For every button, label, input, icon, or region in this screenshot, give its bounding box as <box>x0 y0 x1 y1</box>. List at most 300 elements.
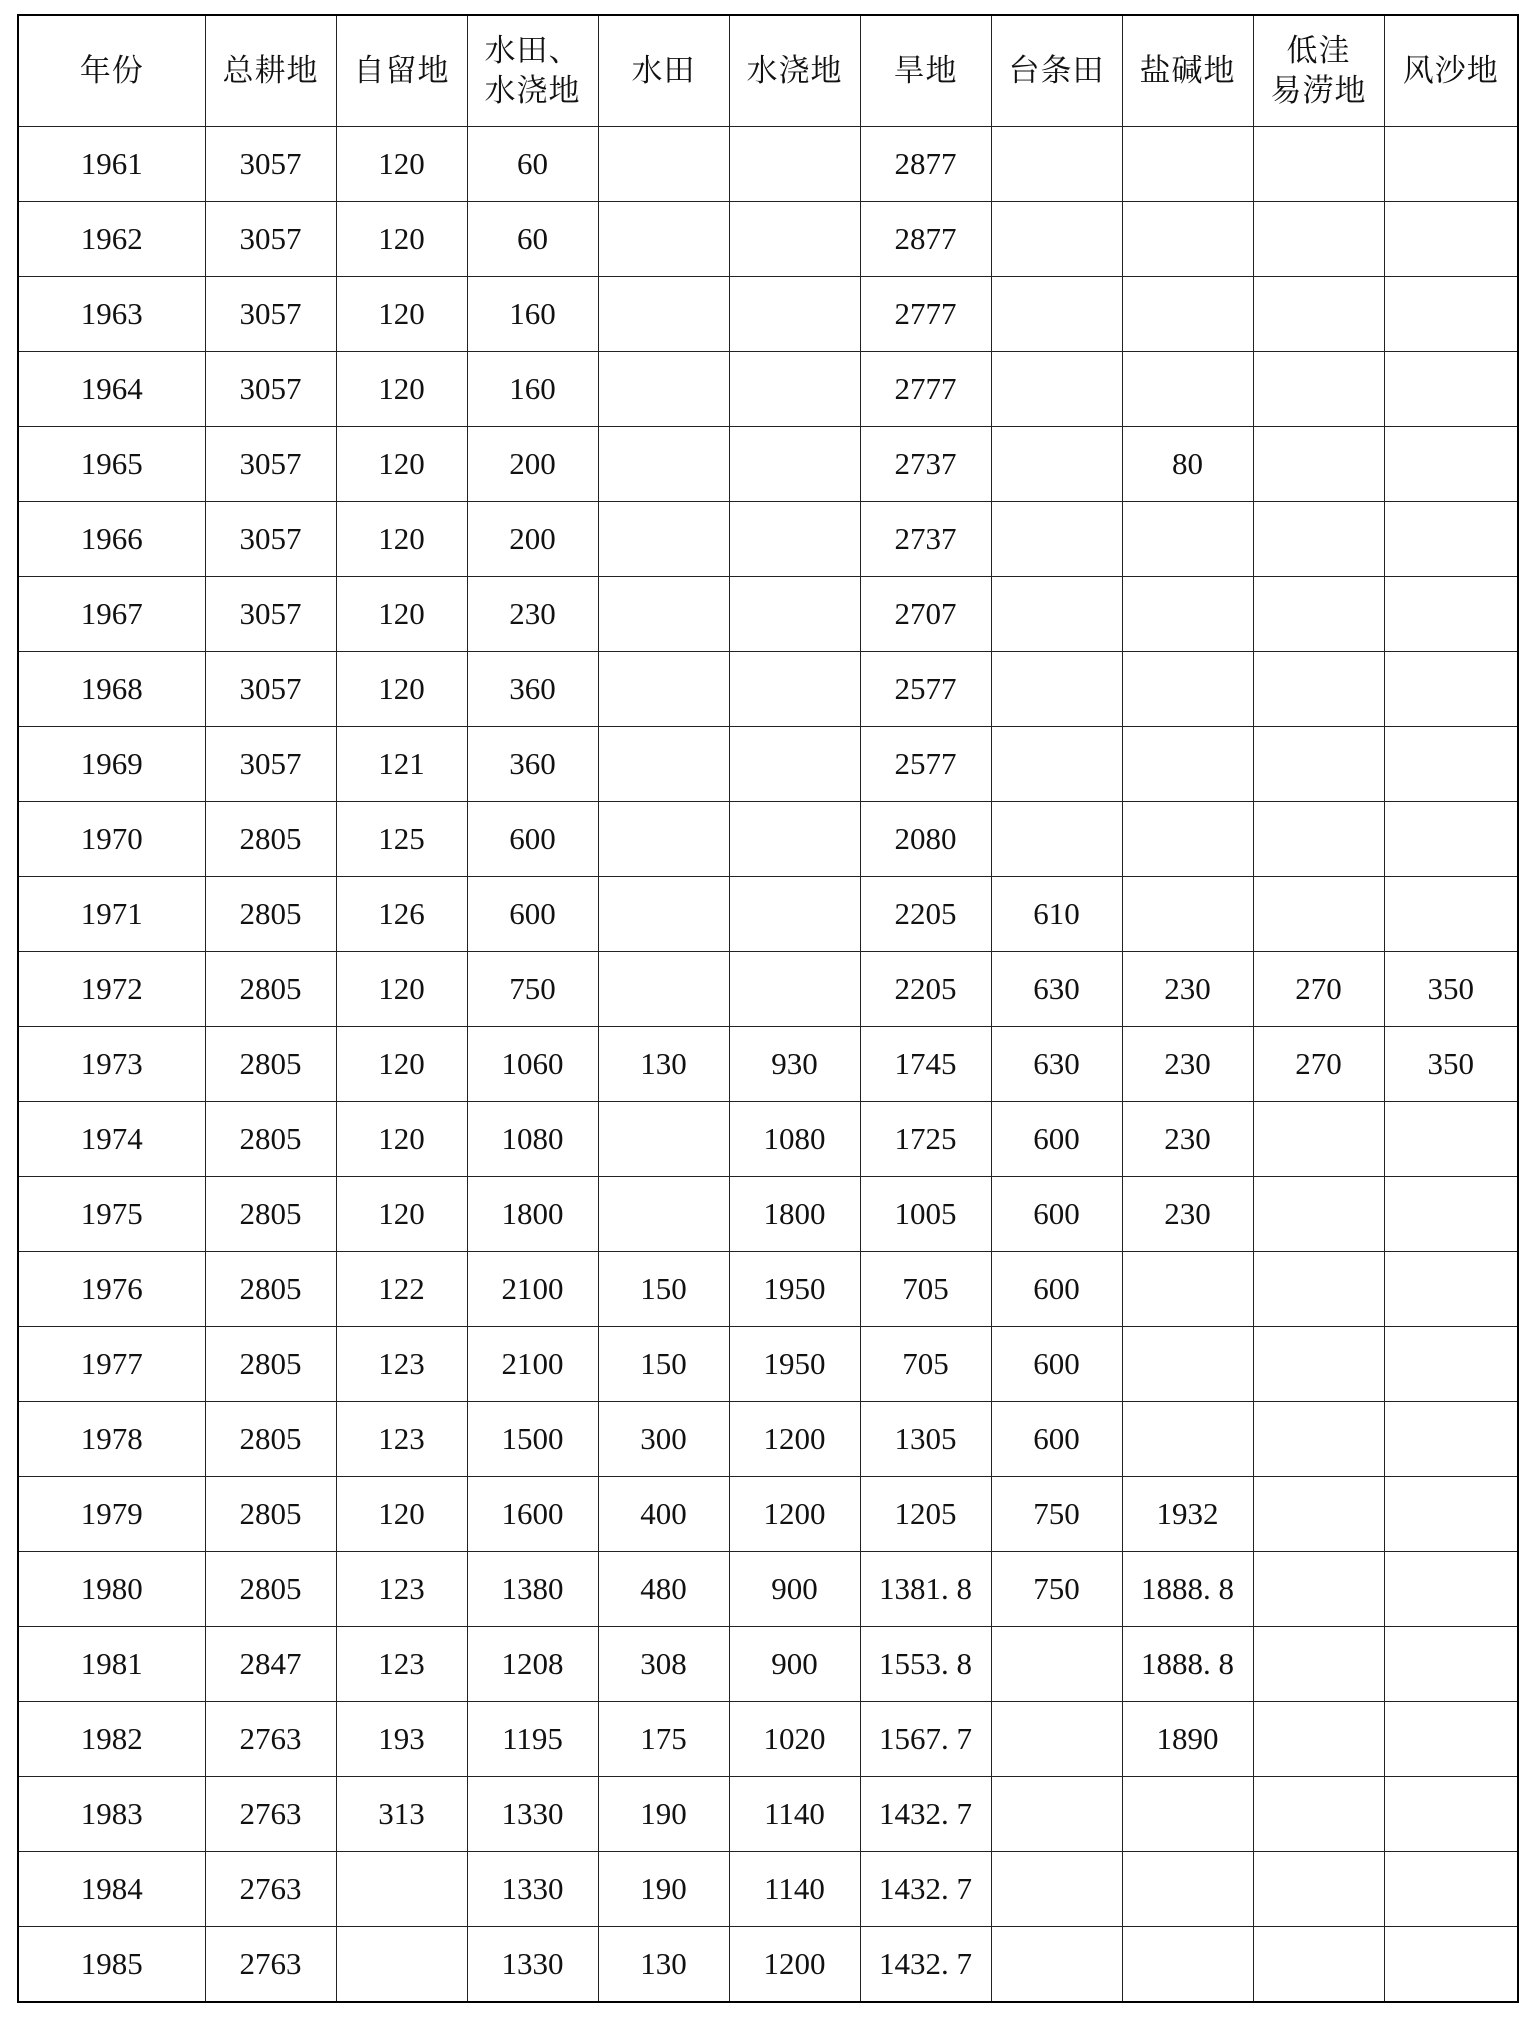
cell-saline-land <box>1122 802 1253 877</box>
cell-paddy <box>598 1177 729 1252</box>
cell-low-lying-land <box>1253 1552 1384 1627</box>
cell-terraced-field: 600 <box>991 1327 1122 1402</box>
cell-paddy: 300 <box>598 1402 729 1477</box>
cell-private-plot: 120 <box>336 1477 467 1552</box>
cell-dry-land: 705 <box>860 1252 991 1327</box>
header-text: 易涝地 <box>1270 73 1367 109</box>
cell-dry-land: 1745 <box>860 1027 991 1102</box>
cell-irrigated <box>729 877 860 952</box>
cell-paddy <box>598 727 729 802</box>
cell-low-lying-land <box>1253 352 1384 427</box>
cell-saline-land: 1932 <box>1122 1477 1253 1552</box>
cell-terraced-field <box>991 352 1122 427</box>
cell-paddy-irrigated: 200 <box>467 502 598 577</box>
cell-private-plot: 123 <box>336 1327 467 1402</box>
cell-irrigated <box>729 652 860 727</box>
table-row <box>18 1777 1518 1852</box>
header-cell-sandy-land <box>1384 15 1518 127</box>
table-body <box>18 127 1518 2003</box>
cell-irrigated: 1200 <box>729 1477 860 1552</box>
cell-total-farmland: 2763 <box>205 1852 336 1927</box>
cell-sandy-land <box>1384 277 1518 352</box>
cell-paddy-irrigated: 1195 <box>467 1702 598 1777</box>
cell-year: 1982 <box>18 1702 205 1777</box>
cell-dry-land: 2205 <box>860 877 991 952</box>
cell-sandy-land: 350 <box>1384 1027 1518 1102</box>
cell-year: 1972 <box>18 952 205 1027</box>
cell-irrigated: 1200 <box>729 1927 860 2003</box>
cell-dry-land: 1381. 8 <box>860 1552 991 1627</box>
cell-sandy-land <box>1384 1702 1518 1777</box>
cell-saline-land <box>1122 202 1253 277</box>
cell-paddy <box>598 952 729 1027</box>
cell-paddy-irrigated: 60 <box>467 202 598 277</box>
header-text: 自留地 <box>353 53 450 89</box>
cell-year: 1973 <box>18 1027 205 1102</box>
header-text: 总耕地 <box>222 53 319 89</box>
cell-sandy-land <box>1384 1402 1518 1477</box>
cell-paddy: 190 <box>598 1777 729 1852</box>
cell-private-plot: 120 <box>336 952 467 1027</box>
cell-irrigated <box>729 277 860 352</box>
cell-paddy-irrigated: 2100 <box>467 1252 598 1327</box>
cell-paddy <box>598 1102 729 1177</box>
cell-year: 1980 <box>18 1552 205 1627</box>
cell-paddy: 150 <box>598 1252 729 1327</box>
cell-year: 1983 <box>18 1777 205 1852</box>
cell-total-farmland: 2805 <box>205 1552 336 1627</box>
cell-irrigated: 1950 <box>729 1252 860 1327</box>
cell-dry-land: 2707 <box>860 577 991 652</box>
cell-paddy-irrigated: 60 <box>467 127 598 202</box>
cell-year: 1981 <box>18 1627 205 1702</box>
cell-low-lying-land <box>1253 652 1384 727</box>
table-row <box>18 202 1518 277</box>
cell-terraced-field <box>991 1627 1122 1702</box>
header-cell-year <box>18 15 205 127</box>
cell-irrigated: 930 <box>729 1027 860 1102</box>
cell-saline-land <box>1122 502 1253 577</box>
cell-irrigated: 900 <box>729 1552 860 1627</box>
cell-year: 1969 <box>18 727 205 802</box>
cell-year: 1961 <box>18 127 205 202</box>
header-text: 水浇地 <box>484 73 581 109</box>
cell-total-farmland: 2805 <box>205 1252 336 1327</box>
cell-total-farmland: 3057 <box>205 577 336 652</box>
cell-paddy-irrigated: 1060 <box>467 1027 598 1102</box>
cell-total-farmland: 2805 <box>205 952 336 1027</box>
cell-paddy-irrigated: 360 <box>467 727 598 802</box>
cell-terraced-field: 600 <box>991 1402 1122 1477</box>
cell-saline-land <box>1122 277 1253 352</box>
cell-low-lying-land <box>1253 1252 1384 1327</box>
cell-year: 1968 <box>18 652 205 727</box>
cell-low-lying-land <box>1253 577 1384 652</box>
cell-total-farmland: 2847 <box>205 1627 336 1702</box>
cell-total-farmland: 3057 <box>205 352 336 427</box>
cell-dry-land: 1432. 7 <box>860 1777 991 1852</box>
cell-low-lying-land <box>1253 502 1384 577</box>
cell-sandy-land <box>1384 877 1518 952</box>
cell-private-plot: 120 <box>336 502 467 577</box>
cell-low-lying-land <box>1253 802 1384 877</box>
cell-low-lying-land <box>1253 1402 1384 1477</box>
table-row <box>18 1252 1518 1327</box>
cell-paddy-irrigated: 160 <box>467 352 598 427</box>
table-row <box>18 352 1518 427</box>
cell-year: 1984 <box>18 1852 205 1927</box>
header-cell-private-plot <box>336 15 467 127</box>
cell-irrigated: 1080 <box>729 1102 860 1177</box>
cell-private-plot <box>336 1852 467 1927</box>
cell-low-lying-land <box>1253 1702 1384 1777</box>
cell-low-lying-land <box>1253 277 1384 352</box>
cell-total-farmland: 3057 <box>205 502 336 577</box>
table-row <box>18 1702 1518 1777</box>
table-row <box>18 1627 1518 1702</box>
cell-irrigated: 1800 <box>729 1177 860 1252</box>
table-row <box>18 502 1518 577</box>
cell-paddy-irrigated: 1800 <box>467 1177 598 1252</box>
cell-paddy-irrigated: 1330 <box>467 1852 598 1927</box>
cell-total-farmland: 2805 <box>205 1177 336 1252</box>
cell-paddy <box>598 427 729 502</box>
cell-terraced-field: 630 <box>991 1027 1122 1102</box>
cell-low-lying-land <box>1253 727 1384 802</box>
cell-year: 1962 <box>18 202 205 277</box>
cell-dry-land: 1567. 7 <box>860 1702 991 1777</box>
cell-terraced-field <box>991 202 1122 277</box>
cell-irrigated <box>729 427 860 502</box>
cell-irrigated: 1140 <box>729 1852 860 1927</box>
cell-low-lying-land: 270 <box>1253 1027 1384 1102</box>
cell-sandy-land <box>1384 1552 1518 1627</box>
cell-saline-land: 230 <box>1122 1177 1253 1252</box>
cell-private-plot: 120 <box>336 127 467 202</box>
cell-dry-land: 2877 <box>860 202 991 277</box>
header-cell-total-farmland <box>205 15 336 127</box>
cell-saline-land <box>1122 727 1253 802</box>
cell-terraced-field <box>991 427 1122 502</box>
table-row <box>18 802 1518 877</box>
table-row <box>18 1477 1518 1552</box>
cell-irrigated: 1200 <box>729 1402 860 1477</box>
cell-terraced-field <box>991 1927 1122 2003</box>
cell-irrigated: 1950 <box>729 1327 860 1402</box>
cell-private-plot: 123 <box>336 1627 467 1702</box>
cell-irrigated <box>729 727 860 802</box>
table-row <box>18 127 1518 202</box>
cell-private-plot: 313 <box>336 1777 467 1852</box>
cell-total-farmland: 2805 <box>205 1327 336 1402</box>
header-cell-terraced-field <box>991 15 1122 127</box>
cell-private-plot: 121 <box>336 727 467 802</box>
cell-terraced-field <box>991 502 1122 577</box>
cell-year: 1963 <box>18 277 205 352</box>
cell-total-farmland: 2805 <box>205 1102 336 1177</box>
header-cell-paddy-irrigated <box>467 15 598 127</box>
cell-paddy: 480 <box>598 1552 729 1627</box>
cell-total-farmland: 3057 <box>205 727 336 802</box>
cell-paddy <box>598 577 729 652</box>
header-text: 风沙地 <box>1402 53 1499 89</box>
cell-low-lying-land <box>1253 1177 1384 1252</box>
cell-total-farmland: 2805 <box>205 1402 336 1477</box>
cell-dry-land: 2080 <box>860 802 991 877</box>
cell-terraced-field: 750 <box>991 1477 1122 1552</box>
cell-saline-land: 1890 <box>1122 1702 1253 1777</box>
cell-dry-land: 1553. 8 <box>860 1627 991 1702</box>
cell-low-lying-land <box>1253 202 1384 277</box>
cell-saline-land <box>1122 877 1253 952</box>
header-text: 水田 <box>631 53 696 89</box>
cell-sandy-land <box>1384 577 1518 652</box>
cell-sandy-land <box>1384 1177 1518 1252</box>
cell-private-plot: 120 <box>336 1027 467 1102</box>
cell-paddy-irrigated: 160 <box>467 277 598 352</box>
cell-terraced-field <box>991 802 1122 877</box>
header-text: 台条田 <box>1008 53 1105 89</box>
cell-private-plot: 125 <box>336 802 467 877</box>
cell-paddy <box>598 802 729 877</box>
cell-paddy: 130 <box>598 1927 729 2003</box>
table-row <box>18 1177 1518 1252</box>
cell-sandy-land <box>1384 802 1518 877</box>
cell-dry-land: 1432. 7 <box>860 1927 991 2003</box>
header-cell-low-lying-land <box>1253 15 1384 127</box>
cell-dry-land: 2777 <box>860 277 991 352</box>
cell-dry-land: 705 <box>860 1327 991 1402</box>
cell-paddy-irrigated: 1330 <box>467 1777 598 1852</box>
cell-saline-land <box>1122 652 1253 727</box>
cell-saline-land <box>1122 352 1253 427</box>
cell-year: 1971 <box>18 877 205 952</box>
cell-paddy <box>598 127 729 202</box>
cell-paddy <box>598 277 729 352</box>
cell-low-lying-land: 270 <box>1253 952 1384 1027</box>
cell-private-plot: 120 <box>336 427 467 502</box>
cell-sandy-land <box>1384 202 1518 277</box>
cell-paddy-irrigated: 360 <box>467 652 598 727</box>
cell-paddy-irrigated: 1080 <box>467 1102 598 1177</box>
cell-private-plot: 120 <box>336 352 467 427</box>
cell-saline-land <box>1122 1327 1253 1402</box>
cell-irrigated <box>729 352 860 427</box>
cell-paddy-irrigated: 1208 <box>467 1627 598 1702</box>
header-cell-irrigated <box>729 15 860 127</box>
table-row <box>18 1552 1518 1627</box>
cell-year: 1970 <box>18 802 205 877</box>
cell-year: 1979 <box>18 1477 205 1552</box>
cell-dry-land: 1205 <box>860 1477 991 1552</box>
cell-low-lying-land <box>1253 877 1384 952</box>
cell-irrigated <box>729 502 860 577</box>
cell-year: 1985 <box>18 1927 205 2003</box>
cell-year: 1977 <box>18 1327 205 1402</box>
cell-irrigated <box>729 577 860 652</box>
cell-low-lying-land <box>1253 1102 1384 1177</box>
cell-sandy-land <box>1384 427 1518 502</box>
cell-paddy <box>598 877 729 952</box>
cell-low-lying-land <box>1253 1927 1384 2003</box>
cell-paddy-irrigated: 1380 <box>467 1552 598 1627</box>
cell-total-farmland: 2805 <box>205 802 336 877</box>
document-page <box>17 14 1517 2003</box>
cell-year: 1978 <box>18 1402 205 1477</box>
cell-private-plot <box>336 1927 467 2003</box>
cell-paddy <box>598 652 729 727</box>
cell-low-lying-land <box>1253 1327 1384 1402</box>
table-row <box>18 1027 1518 1102</box>
cell-private-plot: 120 <box>336 277 467 352</box>
cell-low-lying-land <box>1253 1627 1384 1702</box>
cell-paddy: 400 <box>598 1477 729 1552</box>
table-row <box>18 277 1518 352</box>
cell-sandy-land <box>1384 1927 1518 2003</box>
cell-private-plot: 122 <box>336 1252 467 1327</box>
table-row <box>18 652 1518 727</box>
cell-paddy-irrigated: 1330 <box>467 1927 598 2003</box>
cell-sandy-land <box>1384 1102 1518 1177</box>
cell-paddy-irrigated: 1600 <box>467 1477 598 1552</box>
cell-saline-land <box>1122 127 1253 202</box>
cell-terraced-field: 750 <box>991 1552 1122 1627</box>
cell-year: 1965 <box>18 427 205 502</box>
cell-private-plot: 123 <box>336 1552 467 1627</box>
table-row <box>18 1927 1518 2003</box>
cell-total-farmland: 2763 <box>205 1702 336 1777</box>
cell-paddy-irrigated: 750 <box>467 952 598 1027</box>
cell-terraced-field <box>991 1777 1122 1852</box>
cell-saline-land: 230 <box>1122 1027 1253 1102</box>
cell-irrigated: 1020 <box>729 1702 860 1777</box>
cell-private-plot: 126 <box>336 877 467 952</box>
cell-irrigated: 1140 <box>729 1777 860 1852</box>
cell-saline-land: 230 <box>1122 952 1253 1027</box>
cell-sandy-land <box>1384 127 1518 202</box>
cell-dry-land: 2737 <box>860 427 991 502</box>
cell-saline-land <box>1122 1402 1253 1477</box>
cell-irrigated <box>729 127 860 202</box>
cell-dry-land: 2577 <box>860 652 991 727</box>
cell-total-farmland: 3057 <box>205 202 336 277</box>
cell-total-farmland: 3057 <box>205 277 336 352</box>
cell-year: 1975 <box>18 1177 205 1252</box>
cell-dry-land: 2737 <box>860 502 991 577</box>
cell-year: 1966 <box>18 502 205 577</box>
table-row <box>18 952 1518 1027</box>
header-text: 水田、 <box>484 33 581 69</box>
cell-dry-land: 2777 <box>860 352 991 427</box>
cell-terraced-field <box>991 277 1122 352</box>
header-cell-saline-land <box>1122 15 1253 127</box>
cell-terraced-field <box>991 577 1122 652</box>
cell-saline-land <box>1122 577 1253 652</box>
cell-private-plot: 120 <box>336 652 467 727</box>
table-header <box>18 15 1518 127</box>
cell-dry-land: 1725 <box>860 1102 991 1177</box>
cell-paddy: 190 <box>598 1852 729 1927</box>
cell-low-lying-land <box>1253 1852 1384 1927</box>
cell-paddy: 150 <box>598 1327 729 1402</box>
table-row <box>18 1852 1518 1927</box>
cell-sandy-land <box>1384 1777 1518 1852</box>
cell-paddy <box>598 502 729 577</box>
cell-paddy <box>598 352 729 427</box>
table-row <box>18 427 1518 502</box>
cell-total-farmland: 3057 <box>205 127 336 202</box>
cell-dry-land: 1005 <box>860 1177 991 1252</box>
cell-year: 1976 <box>18 1252 205 1327</box>
cell-terraced-field: 630 <box>991 952 1122 1027</box>
cell-saline-land: 230 <box>1122 1102 1253 1177</box>
cell-total-farmland: 3057 <box>205 652 336 727</box>
header-row <box>18 15 1518 127</box>
header-cell-dry-land <box>860 15 991 127</box>
cell-private-plot: 120 <box>336 577 467 652</box>
cell-sandy-land <box>1384 1252 1518 1327</box>
cell-paddy-irrigated: 600 <box>467 877 598 952</box>
table-row <box>18 577 1518 652</box>
cell-terraced-field <box>991 727 1122 802</box>
cell-dry-land: 1432. 7 <box>860 1852 991 1927</box>
cell-private-plot: 120 <box>336 1177 467 1252</box>
cell-paddy-irrigated: 200 <box>467 427 598 502</box>
header-text: 盐碱地 <box>1139 53 1236 89</box>
cell-paddy-irrigated: 1500 <box>467 1402 598 1477</box>
cell-dry-land: 1305 <box>860 1402 991 1477</box>
cell-sandy-land: 350 <box>1384 952 1518 1027</box>
table-row <box>18 877 1518 952</box>
header-text: 水浇地 <box>746 53 843 89</box>
cell-paddy-irrigated: 230 <box>467 577 598 652</box>
cell-total-farmland: 2763 <box>205 1777 336 1852</box>
cell-sandy-land <box>1384 1327 1518 1402</box>
cell-terraced-field: 600 <box>991 1177 1122 1252</box>
cell-terraced-field: 600 <box>991 1252 1122 1327</box>
cell-private-plot: 120 <box>336 202 467 277</box>
cell-sandy-land <box>1384 1627 1518 1702</box>
cell-saline-land: 1888. 8 <box>1122 1627 1253 1702</box>
cell-low-lying-land <box>1253 1777 1384 1852</box>
cell-paddy-irrigated: 600 <box>467 802 598 877</box>
cell-terraced-field <box>991 127 1122 202</box>
cell-low-lying-land <box>1253 1477 1384 1552</box>
cell-year: 1967 <box>18 577 205 652</box>
cell-total-farmland: 2763 <box>205 1927 336 2003</box>
header-text: 低洼 <box>1286 33 1351 69</box>
cell-paddy: 308 <box>598 1627 729 1702</box>
cell-terraced-field <box>991 1702 1122 1777</box>
cell-irrigated <box>729 952 860 1027</box>
cell-total-farmland: 2805 <box>205 877 336 952</box>
header-text: 年份 <box>79 53 144 89</box>
farmland-table <box>17 14 1519 2003</box>
cell-saline-land <box>1122 1777 1253 1852</box>
cell-total-farmland: 3057 <box>205 427 336 502</box>
cell-saline-land <box>1122 1252 1253 1327</box>
cell-private-plot: 193 <box>336 1702 467 1777</box>
cell-total-farmland: 2805 <box>205 1027 336 1102</box>
cell-year: 1974 <box>18 1102 205 1177</box>
cell-saline-land <box>1122 1927 1253 2003</box>
cell-sandy-land <box>1384 652 1518 727</box>
cell-saline-land: 1888. 8 <box>1122 1552 1253 1627</box>
cell-terraced-field <box>991 1852 1122 1927</box>
cell-paddy <box>598 202 729 277</box>
table-row <box>18 1402 1518 1477</box>
cell-dry-land: 2877 <box>860 127 991 202</box>
